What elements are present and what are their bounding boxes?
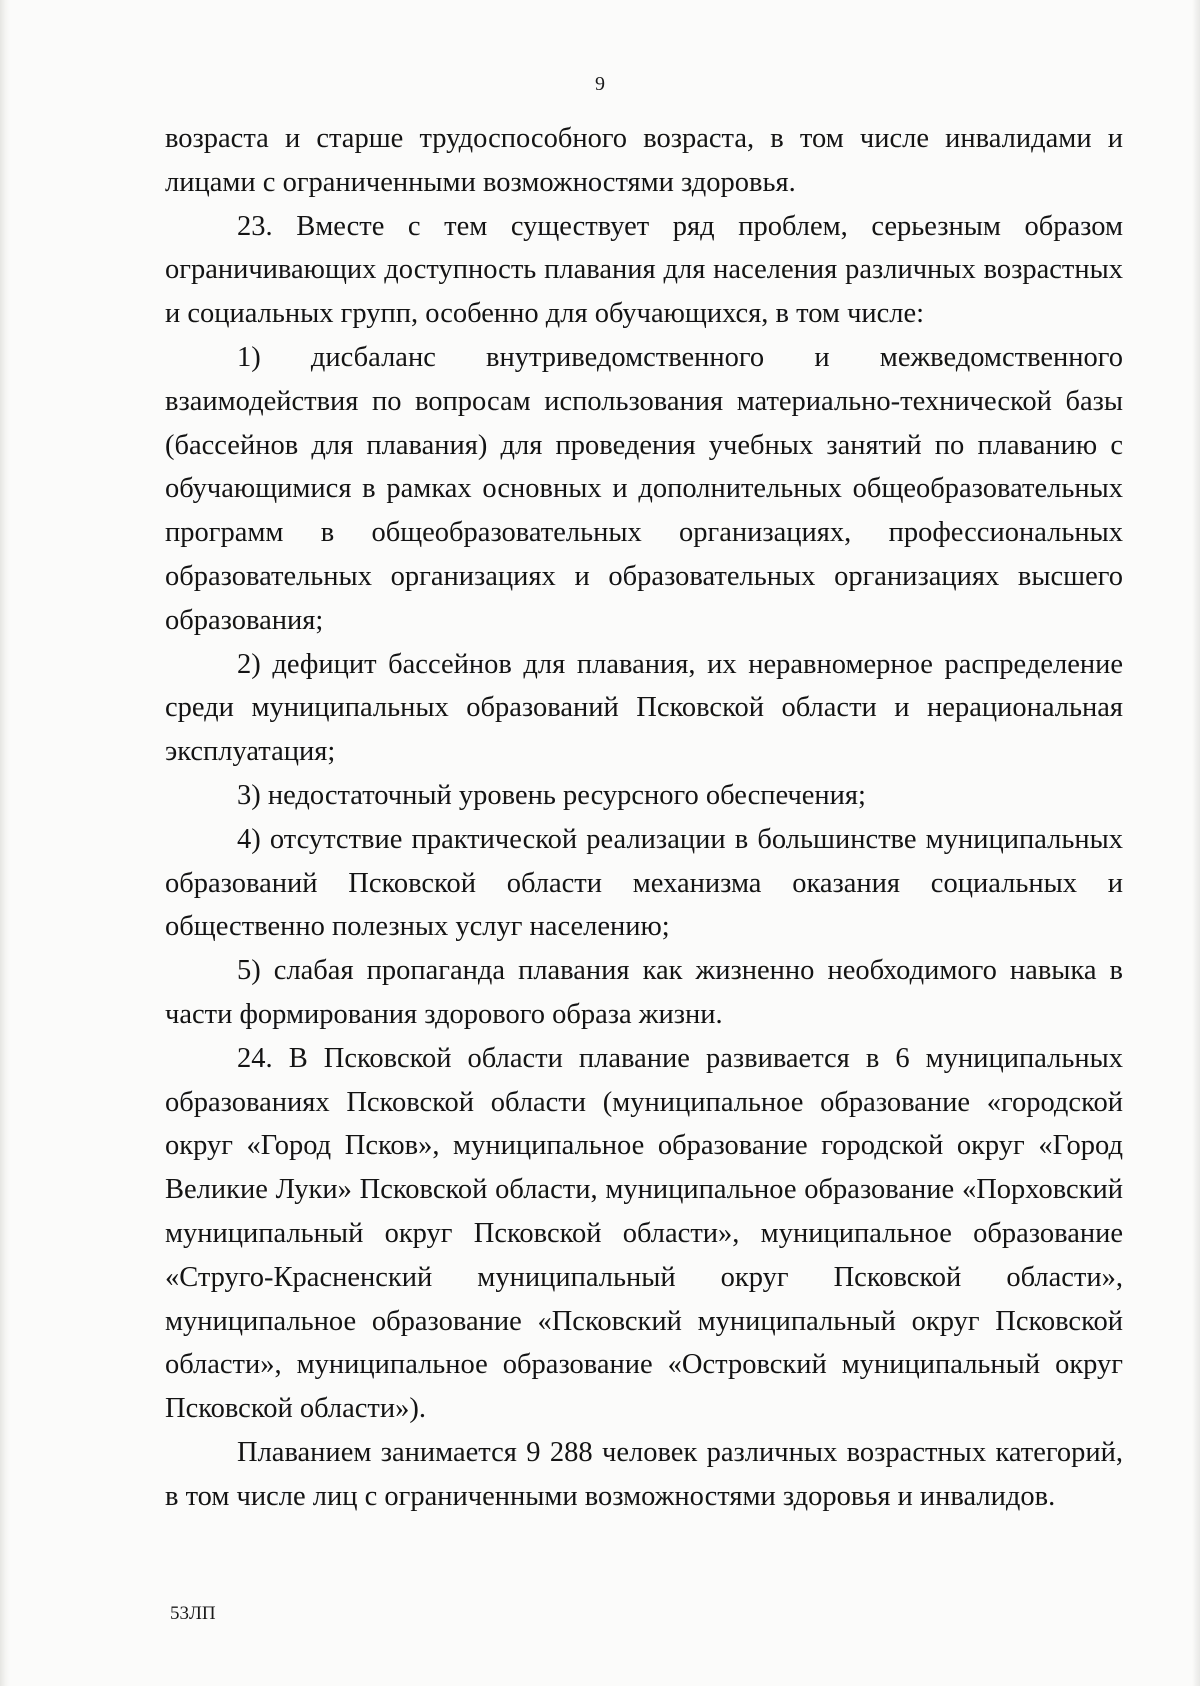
page-number: 9 [595,73,605,95]
paragraph-problem-4: 4) отсутствие практической реализации в большинстве муниципальных образований Псковской области механизма оказания социальных и общественно полезных услуг населению; [165,823,1123,943]
paragraph-problem-1: 1) дисбаланс внутриведомственного и межведомственного взаимодействия по вопросам использования материально-технической базы (бассейнов для плавания) для проведения учебных занятий по плаванию с обучающимися в рамках основных и дополнительных общеобразовательных программ в общеобразовательных организациях, профессиональных образовательных организациях и образовательных организациях высшего образования; [165,341,1123,636]
paragraph-continuation: возраста и старше трудоспособного возраста, в том числе инвалидами и лицами с ограниченными возможностями здоровья. [165,123,1123,198]
paragraph-problem-3: 3) недостаточный уровень ресурсного обеспечения; [237,779,866,811]
footer-document-code: 53ЛП [170,1603,216,1624]
paragraph-swimmers-count: Плаванием занимается 9 288 человек различных возрастных категорий, в том числе лиц с ограниченными возможностями здоровья и инвалидов. [165,1436,1123,1512]
paragraph-problem-5: 5) слабая пропаганда плавания как жизненно необходимого навыка в части формирования здорового образа жизни. [165,955,1123,1030]
scan-edge-right [1192,0,1200,1686]
document-body [165,117,1123,1519]
scan-edge-left [0,0,10,1686]
paragraph-item-23: 23. Вместе с тем существует ряд проблем, серьезным образом ограничивающих доступность плавания для населения различных возрастных и социальных групп, особенно для обучающихся, в том числе: [165,210,1123,330]
paragraph-problem-2: 2) дефицит бассейнов для плавания, их неравномерное распределение среди муниципальных образований Псковской области и нерациональная эксплуатация; [165,648,1123,768]
paragraph-item-24: 24. В Псковской области плавание развивается в 6 муниципальных образованиях Псковской области (муниципальное образование «городской округ «Город Псков», муниципальное образование городской округ «Город Великие Луки» Псковской области, муниципальное образование «Порховский муниципальный округ Псковской области», муниципальное образование «Струго-Красненский муниципальный округ Псковской области», муниципальное образование «Псковский муниципальный округ Псковской области», муниципальное образование «Островский муниципальный округ Псковской области»). [165,1042,1123,1425]
